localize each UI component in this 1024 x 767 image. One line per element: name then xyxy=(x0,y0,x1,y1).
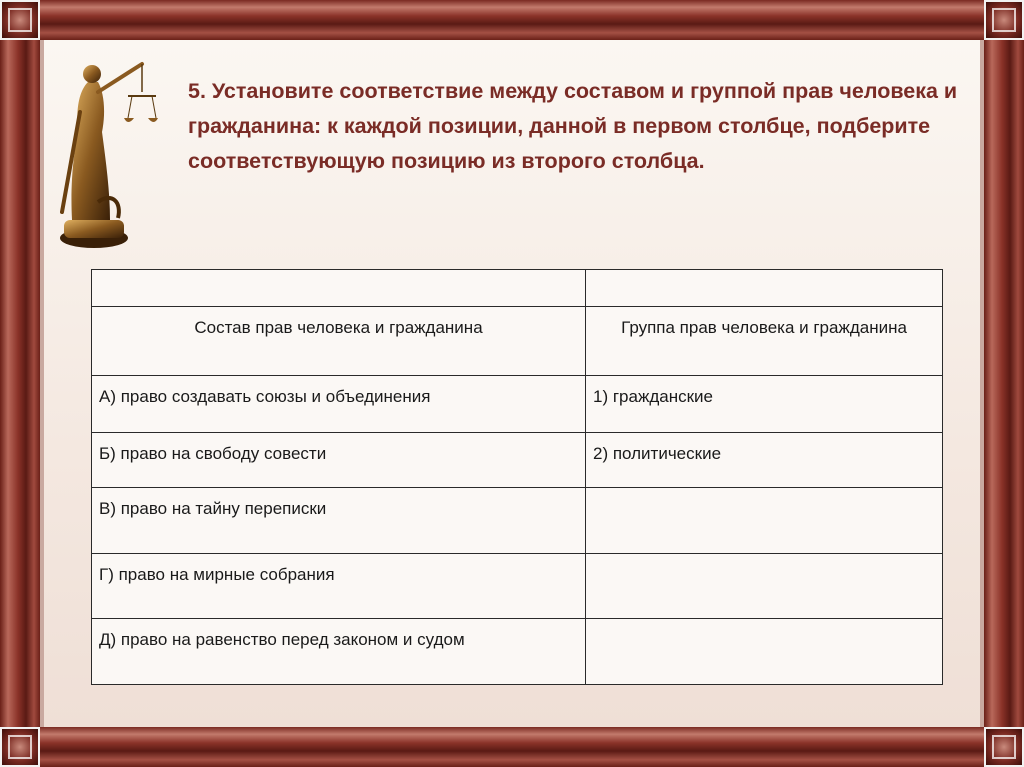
table-cell-empty xyxy=(586,270,943,307)
frame-bottom-rail xyxy=(0,727,1024,767)
frame-corner-icon xyxy=(984,727,1024,767)
row-right-cell xyxy=(586,488,943,554)
row-left-cell: Г) право на мирные собрания xyxy=(92,554,586,619)
row-right-cell xyxy=(586,554,943,619)
row-right-cell: 2) политические xyxy=(586,433,943,488)
header-col1: Состав прав человека и гражданина xyxy=(92,307,586,376)
themis-statue-icon xyxy=(48,52,158,252)
table-row xyxy=(92,554,943,619)
table-header-row xyxy=(92,307,943,376)
frame-corner-icon xyxy=(0,0,40,40)
header-col2: Группа прав человека и гражданина xyxy=(586,307,943,376)
table-cell-empty xyxy=(92,270,586,307)
matching-table xyxy=(91,269,943,685)
table-row xyxy=(92,488,943,554)
frame-right-post xyxy=(984,0,1024,767)
row-left-cell: Б) право на свободу совести xyxy=(92,433,586,488)
row-left-cell: А) право создавать союзы и объединения xyxy=(92,376,586,433)
row-right-cell: 1) гражданские xyxy=(586,376,943,433)
task-title: 5. Установите соответствие между составом и группой прав человека и гражданина: к каждой позиции, данной в первом столбце, подберите соответствующую позицию из второго столбца. xyxy=(188,79,958,173)
row-left-cell: В) право на тайну переписки xyxy=(92,488,586,554)
table-row xyxy=(92,619,943,685)
frame-left-post xyxy=(0,0,40,767)
table-row xyxy=(92,376,943,433)
frame-corner-icon xyxy=(0,727,40,767)
row-right-cell xyxy=(586,619,943,685)
table-row-empty xyxy=(92,270,943,307)
row-left-cell: Д) право на равенство перед законом и судом xyxy=(92,619,586,685)
frame-top-rail xyxy=(0,0,1024,40)
table-row xyxy=(92,433,943,488)
frame-corner-icon xyxy=(984,0,1024,40)
